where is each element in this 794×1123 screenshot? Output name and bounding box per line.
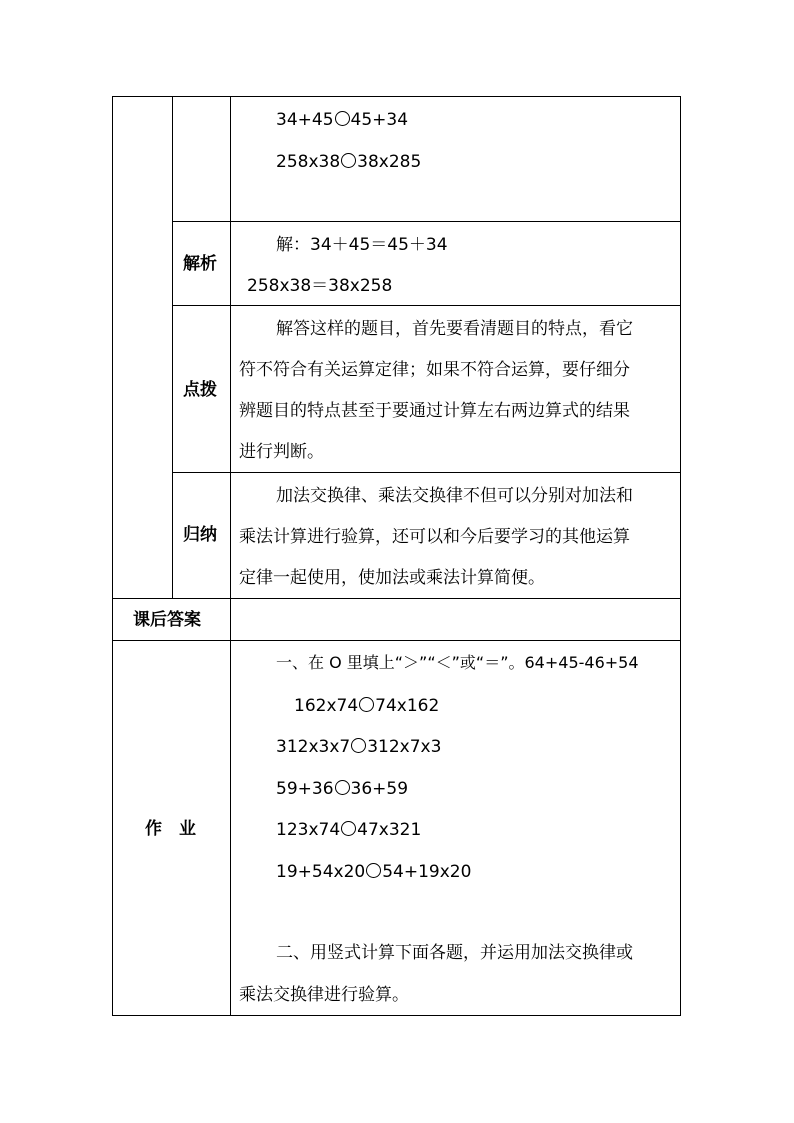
expr-left: 162x74 — [294, 696, 359, 716]
homework-item — [276, 778, 408, 800]
expr-left: 19+54x20 — [276, 862, 366, 882]
tip-line: 进行判断。 — [239, 442, 324, 462]
table-border-right — [680, 96, 681, 1016]
tip-label: 点拨 — [183, 380, 217, 400]
summary-line: 乘法计算进行验算，还可以和今后要学习的其他运算 — [239, 527, 630, 547]
table-border-bottom — [112, 1015, 681, 1016]
compare-circle-icon — [341, 153, 356, 168]
expr-left: 59+36 — [276, 779, 334, 799]
answers-label: 课后答案 — [133, 610, 201, 630]
expr-left: 34+45 — [276, 110, 334, 130]
example-line-2 — [276, 151, 421, 173]
compare-circle-icon — [359, 697, 374, 712]
expr-right: 74x162 — [375, 696, 440, 716]
column-divider — [230, 96, 231, 1016]
tip-line: 辨题目的特点甚至于要通过计算左右两边算式的结果 — [239, 401, 630, 421]
row-divider — [172, 221, 681, 222]
example-line-1 — [276, 109, 408, 131]
summary-line: 定律一起使用，使加法或乘法计算简便。 — [239, 568, 545, 588]
expr-right: 36+59 — [350, 779, 409, 799]
homework-item — [276, 736, 441, 758]
analysis-line-1: 解：34＋45＝45＋34 — [276, 235, 448, 255]
expr-right: 38x285 — [357, 152, 422, 172]
tip-line: 符不符合有关运算定律；如果不符合运算，要仔细分 — [239, 360, 630, 380]
homework-q1-title: 一、在 O 里填上“＞”“＜”或“＝”。64+45-46+54 — [276, 653, 639, 672]
expr-right: 312x7x3 — [367, 737, 442, 757]
homework-item — [276, 861, 471, 883]
table-border-left — [112, 96, 113, 1016]
table-border-top — [112, 96, 681, 97]
column-divider — [172, 96, 173, 599]
homework-item — [294, 695, 439, 717]
row-divider — [172, 305, 681, 306]
compare-circle-icon — [341, 821, 356, 836]
expr-right: 54+19x20 — [382, 862, 472, 882]
compare-circle-icon — [351, 738, 366, 753]
compare-circle-icon — [366, 863, 381, 878]
summary-line: 加法交换律、乘法交换律不但可以分别对加法和 — [276, 486, 633, 506]
compare-circle-icon — [335, 780, 350, 795]
expr-right: 47x321 — [357, 820, 422, 840]
summary-label: 归纳 — [183, 525, 217, 545]
expr-left: 123x74 — [276, 820, 341, 840]
expr-right: 45+34 — [350, 110, 409, 130]
row-divider — [172, 472, 681, 473]
homework-item — [276, 819, 421, 841]
row-divider — [112, 640, 681, 641]
homework-q2-line: 二、用竖式计算下面各题，并运用加法交换律或 — [276, 943, 633, 963]
compare-circle-icon — [335, 111, 350, 126]
row-divider — [112, 598, 681, 599]
homework-q2-line: 乘法交换律进行验算。 — [239, 985, 409, 1005]
tip-line: 解答这样的题目，首先要看清题目的特点，看它 — [276, 319, 633, 339]
analysis-line-2: 258x38＝38x258 — [247, 276, 393, 296]
expr-left: 312x3x7 — [276, 737, 351, 757]
homework-label: 作 业 — [145, 819, 196, 839]
expr-left: 258x38 — [276, 152, 341, 172]
analysis-label: 解析 — [183, 254, 217, 274]
